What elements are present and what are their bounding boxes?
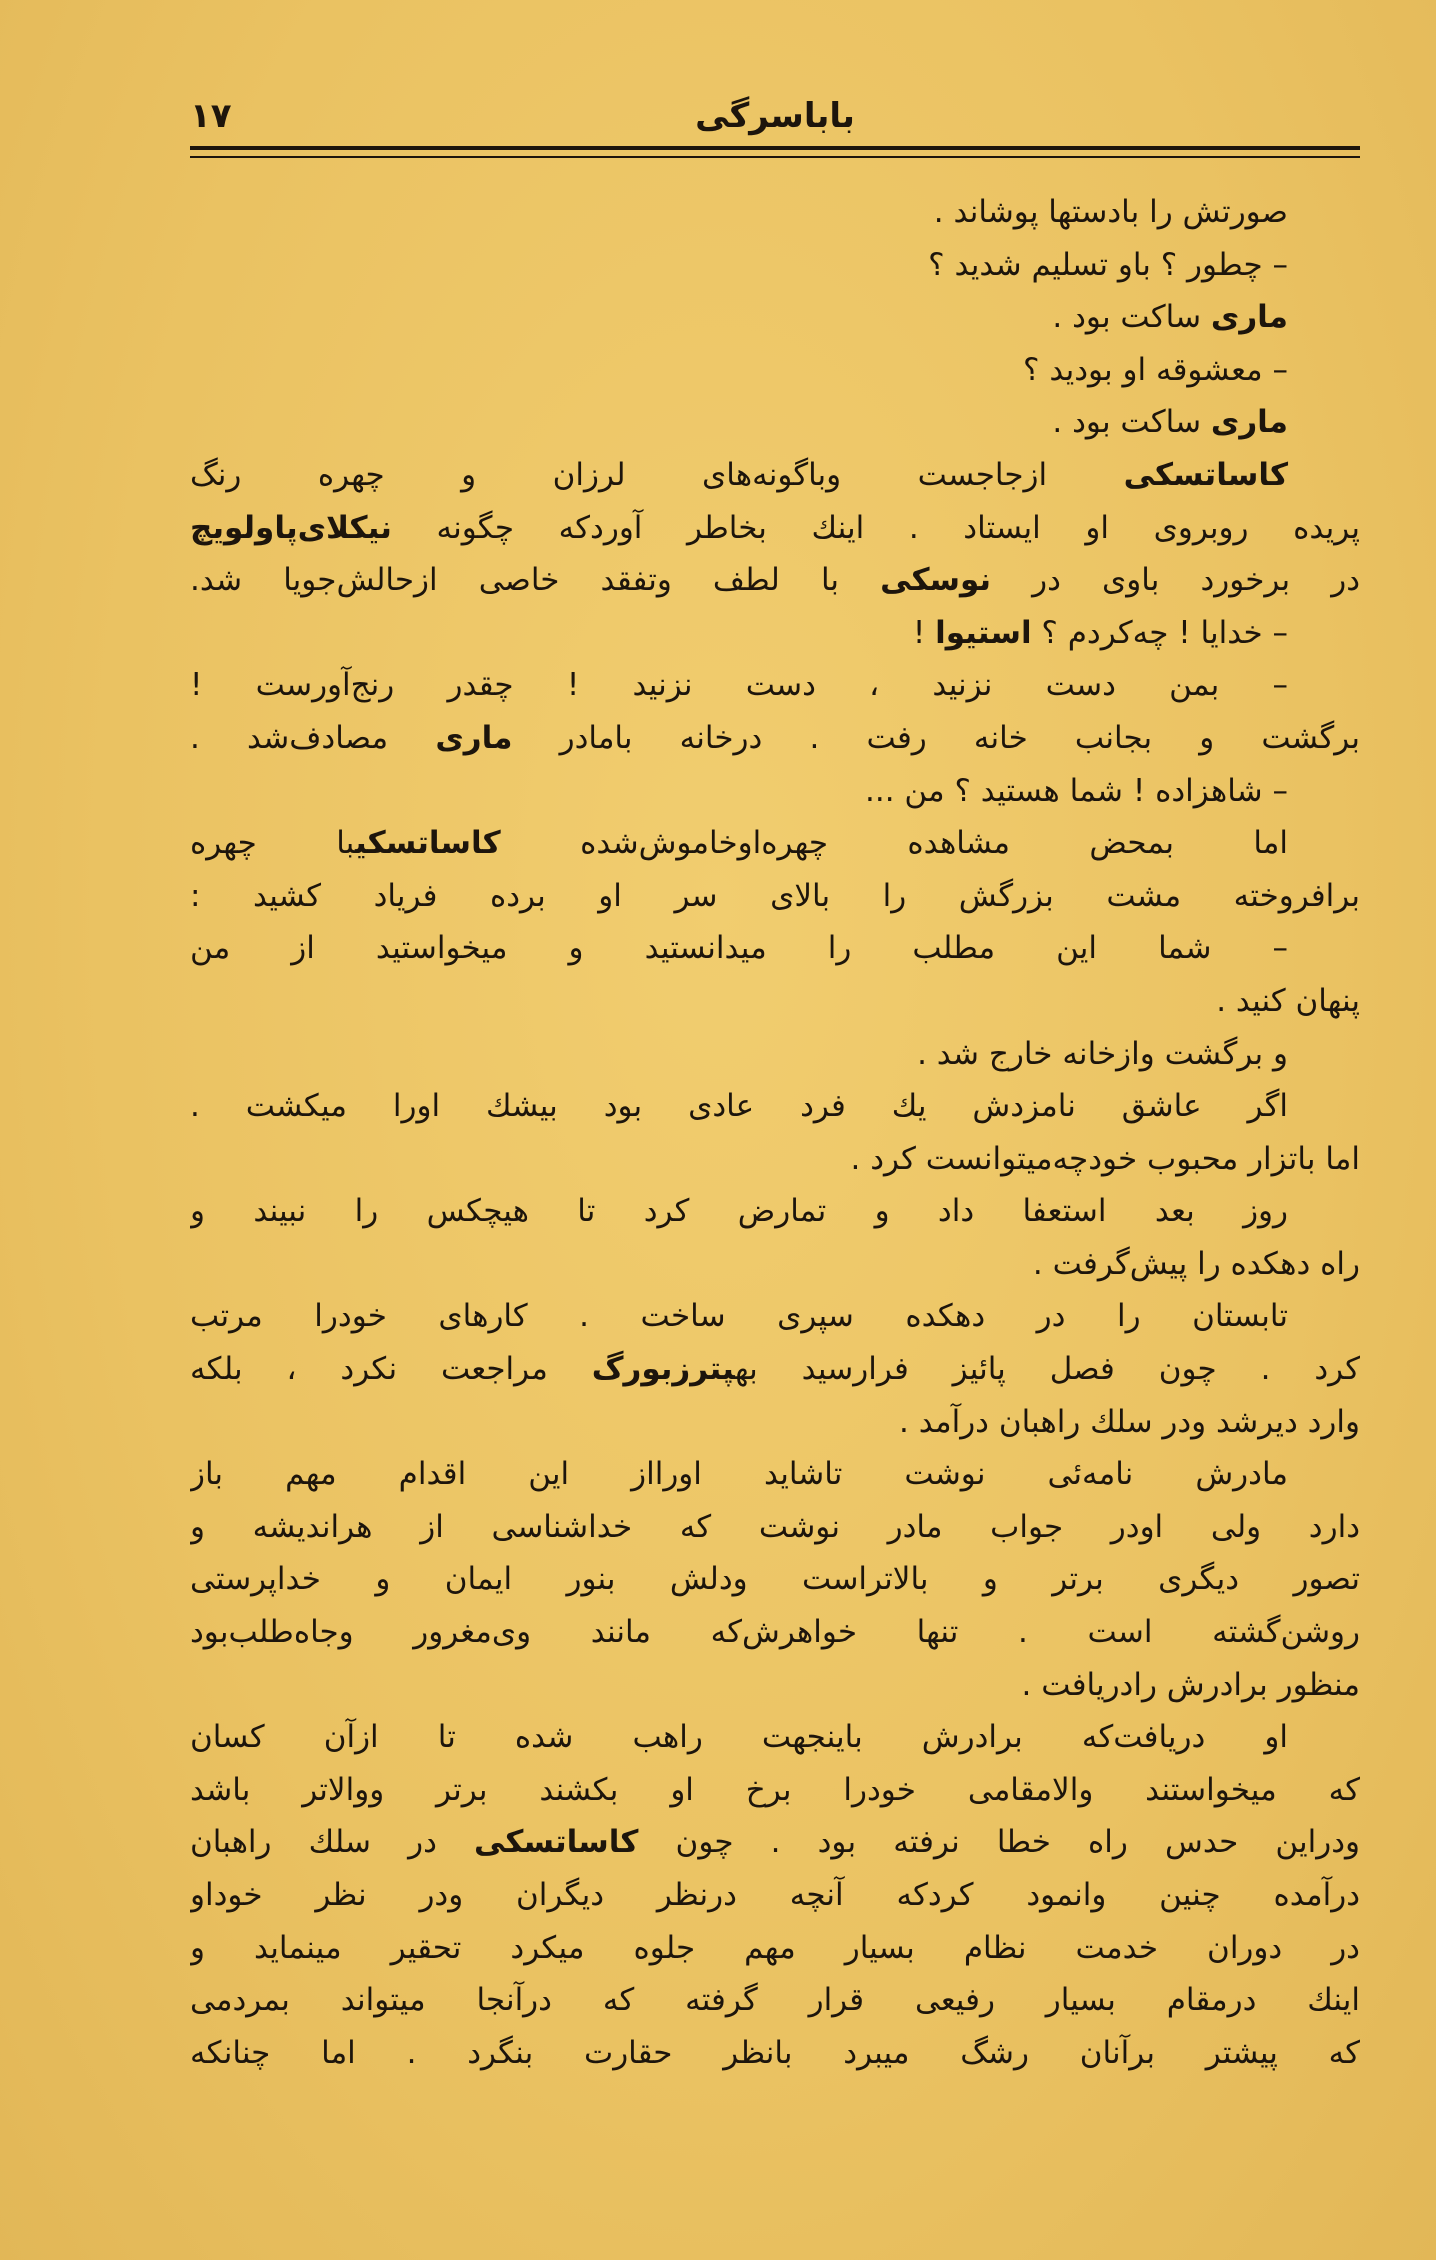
name-highlight: ماری	[1210, 299, 1288, 336]
text-segment: منظور برادرش رادریافت .	[1021, 1666, 1360, 1703]
text-line	[190, 975, 1360, 1028]
text-segment: – معشوقه او بودید ؟	[1023, 351, 1288, 388]
text-line	[190, 502, 1360, 555]
text-segment: ساکت بود .	[1052, 404, 1211, 441]
text-segment: برافروخته مشت بزرگش را بالای سر او برده فریاد کشید :	[190, 877, 1360, 914]
text-line	[190, 1711, 1360, 1764]
text-segment: اینك درمقام بسیار رفیعی قرار گرفته که درآنجا میتواند بمردمی	[190, 1982, 1360, 2019]
text-line	[190, 396, 1360, 449]
text-line	[190, 1080, 1360, 1133]
text-line	[190, 1238, 1360, 1291]
header-rule-thin	[190, 156, 1360, 158]
text-segment: مصادف‌شد .	[190, 719, 436, 756]
text-segment: که پیشتر برآنان رشگ میبرد بانظر حقارت بنگرد . اما چنانکه	[190, 2034, 1360, 2071]
text-segment: – چطور ؟ باو تسلیم شدید ؟	[928, 246, 1288, 283]
text-line	[190, 1922, 1360, 1975]
name-highlight: کاساتسکی	[355, 825, 501, 862]
text-line	[190, 922, 1360, 975]
text-line	[190, 239, 1360, 292]
page-header	[190, 96, 1360, 140]
name-highlight: پترزبورگ	[591, 1351, 735, 1388]
name-highlight: کاساتسکی	[474, 1824, 639, 1861]
text-line	[190, 1764, 1360, 1817]
text-segment: دارد ولی اودر جواب مادر نوشت که خداشناسی از هراندیشه و	[190, 1508, 1360, 1545]
text-line	[190, 1501, 1360, 1554]
name-highlight: ماری	[1210, 404, 1288, 441]
page-number: ١٧	[190, 96, 232, 136]
text-segment: مراجعت نکرد ، بلکه	[190, 1351, 592, 1388]
text-segment: او دریافت‌که برادرش باینجهت راهب شده تا ازآن کسان	[190, 1719, 1288, 1756]
text-segment: ساکت بود .	[1052, 299, 1211, 336]
text-segment: !	[912, 614, 936, 651]
text-segment: صورتش را بادستها پوشاند .	[933, 194, 1288, 230]
text-segment: اما بمحض مشاهده چهره‌اوخاموش‌شده	[500, 825, 1289, 862]
text-line	[190, 870, 1360, 923]
text-line	[190, 1448, 1360, 1501]
name-highlight: نیکلای‌پاولویچ	[190, 509, 392, 546]
text-line	[190, 1396, 1360, 1449]
text-segment: که میخواستند والامقامی خودرا برخ او بکشند برتر ووالاتر باشد	[190, 1771, 1360, 1808]
text-line	[190, 607, 1360, 660]
text-segment: درآمده چنین وانمود کردکه آنچه درنظر دیگران ودر نظر خوداو	[190, 1877, 1360, 1913]
header-rule-thick	[190, 146, 1360, 150]
text-line	[190, 817, 1360, 870]
text-segment: در دوران خدمت نظام بسیار مهم جلوه میکرد تحقیر مینماید و	[190, 1929, 1360, 1966]
text-line	[190, 1133, 1360, 1186]
name-highlight: استیوا	[935, 614, 1032, 651]
text-line	[190, 291, 1360, 344]
text-segment: تصور دیگری برتر و بالاتراست ودلش بنور ایمان و خداپرستی	[190, 1561, 1360, 1598]
text-segment: – شما این مطلب را میدانستید و میخواستید از من	[190, 930, 1288, 967]
text-segment: روشن‌گشته است . تنها خواهرش‌که مانند وی‌مغرور وجاه‌طلب‌بود	[190, 1614, 1360, 1651]
text-line	[190, 1028, 1360, 1081]
text-line	[190, 659, 1360, 712]
text-line	[190, 186, 1360, 239]
text-line	[190, 449, 1360, 502]
text-segment: – خدایا ! چه‌کردم ؟	[1031, 614, 1288, 651]
text-segment: در سلك راهبان	[190, 1824, 475, 1861]
text-line	[190, 712, 1360, 765]
text-segment: پنهان کنید .	[1216, 982, 1360, 1019]
text-segment: کرد . چون فصل پائیز فرارسید به	[734, 1351, 1360, 1388]
text-line	[190, 1290, 1360, 1343]
text-segment: ازجاجست وباگونه‌های لرزان و چهره رنگ	[190, 456, 1124, 493]
text-segment: اما باتزار محبوب خودچه‌میتوانست کرد .	[850, 1140, 1360, 1177]
text-line	[190, 344, 1360, 397]
text-segment: با لطف وتفقد خاصی ازحالش‌جویا شد.	[190, 562, 881, 599]
text-segment: روز بعد استعفا داد و تمارض کرد تا هیچکس را نبیند و	[190, 1193, 1288, 1230]
text-segment: – شاهزاده ! شما هستید ؟ من ...	[865, 772, 1288, 809]
text-segment: راه دهکده را پیش‌گرفت .	[1032, 1245, 1360, 1282]
text-line	[190, 1606, 1360, 1659]
text-segment: پریده روبروی او ایستاد . اینك بخاطر آوردکه چگونه	[391, 509, 1360, 546]
text-line	[190, 1553, 1360, 1606]
text-line	[190, 1816, 1360, 1869]
running-title: باباسرگی	[695, 96, 855, 136]
text-segment: ودراین حدس راه خطا نرفته بود . چون	[638, 1824, 1360, 1861]
body-text	[190, 186, 1360, 2079]
text-segment: تابستان را در دهکده سپری ساخت . کارهای خودرا مرتب	[190, 1298, 1288, 1335]
text-line	[190, 554, 1360, 607]
text-segment: – بمن دست نزنید ، دست نزنید ! چقدر رنج‌آورست !	[190, 667, 1288, 704]
name-highlight: ماری	[435, 719, 513, 756]
text-segment: و برگشت وازخانه خارج شد .	[917, 1035, 1288, 1072]
text-segment: مادرش نامه‌ئی نوشت تاشاید اورااز این اقدام مهم باز	[190, 1456, 1288, 1493]
name-highlight: کاساتسکی	[1123, 456, 1288, 493]
text-segment: در برخورد باوی در	[991, 562, 1360, 599]
text-line	[190, 1659, 1360, 1712]
text-line	[190, 1869, 1360, 1922]
text-segment: وارد دیرشد ودر سلك راهبان درآمد .	[899, 1403, 1360, 1440]
text-line	[190, 765, 1360, 818]
text-line	[190, 2027, 1360, 2080]
text-segment: اگر عاشق نامزدش یك فرد عادی بود بیشك اورا میکشت .	[190, 1088, 1288, 1125]
text-segment: برگشت و بجانب خانه رفت . درخانه بامادر	[512, 719, 1360, 756]
name-highlight: نوسکی	[880, 562, 992, 599]
text-line	[190, 1185, 1360, 1238]
text-line	[190, 1343, 1360, 1396]
text-segment: با چهره	[190, 825, 356, 862]
text-line	[190, 1974, 1360, 2027]
